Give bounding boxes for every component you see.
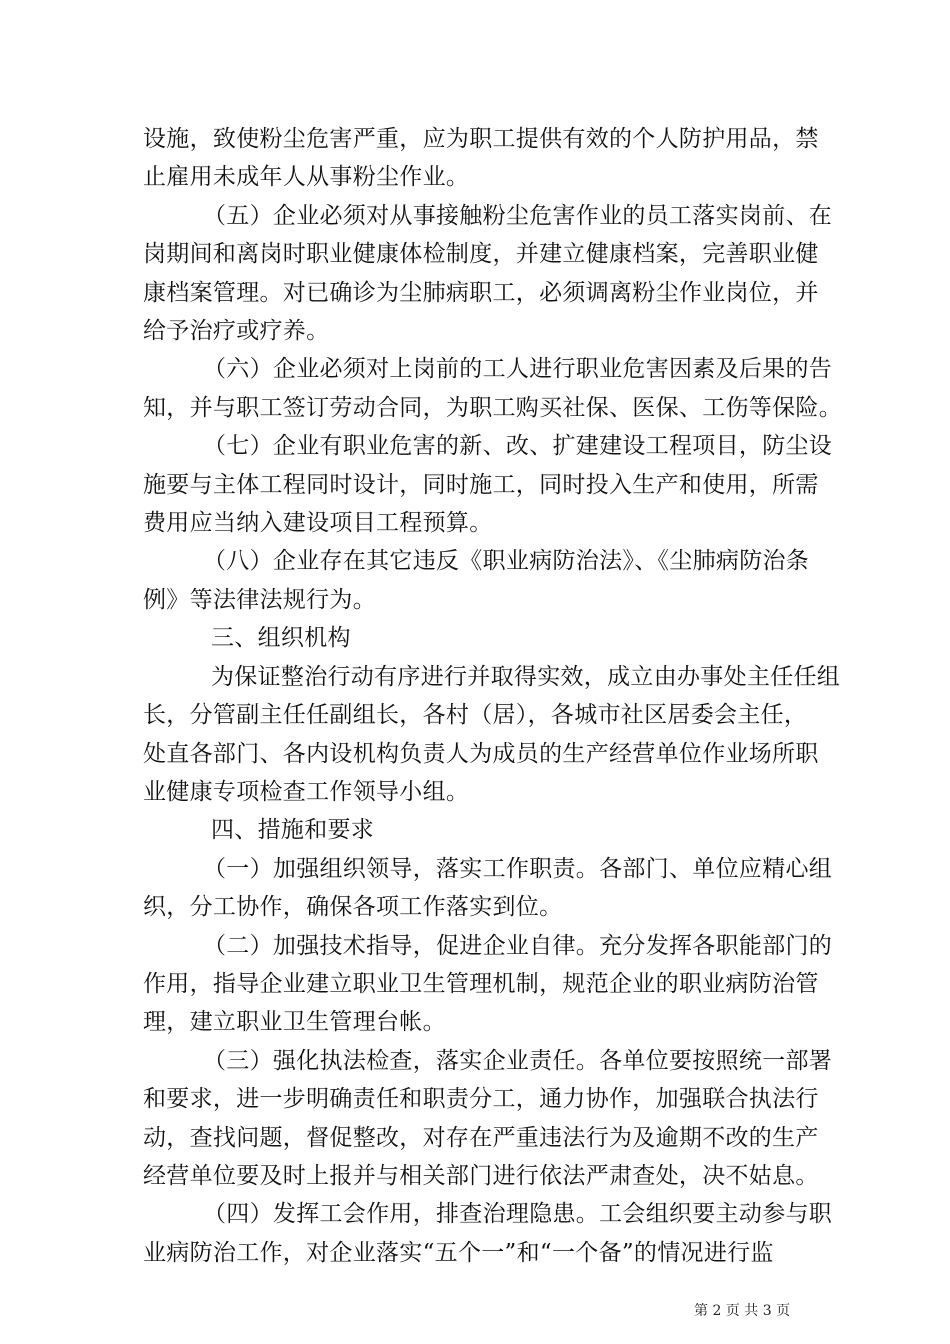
text-line: 织，分工协作，确保各项工作落实到位。 xyxy=(143,894,563,921)
text-line: 业健康专项检查工作领导小组。 xyxy=(143,778,470,805)
text-line: （五）企业必须对从事接触粉尘危害作业的员工落实岗前、在 xyxy=(203,202,833,229)
text-line: 为保证整治行动有序进行并取得实效，成立由办事处主任任组 xyxy=(211,663,841,690)
text-line: 岗期间和离岗时职业健康体检制度，并建立健康档案，完善职业健 xyxy=(143,241,819,268)
paragraph xyxy=(143,197,833,351)
paragraph xyxy=(143,542,810,619)
page-number-footer: 第 2 页 共 3 页 xyxy=(694,1303,791,1319)
paragraph xyxy=(143,427,833,542)
text-line: 费用应当纳入建设项目工程预算。 xyxy=(143,510,493,537)
text-line: 长，分管副主任任副组长，各村（居），各城市社区居委会主任， xyxy=(143,702,808,729)
document-body xyxy=(143,120,842,1272)
text-line: （二）加强技术指导，促进企业自律。充分发挥各职能部门的 xyxy=(203,932,833,959)
text-line: 知，并与职工签订劳动合同，为职工购买社保、医保、工伤等保险。 xyxy=(143,394,842,421)
paragraph xyxy=(143,850,833,927)
text-line: 例》等法律法规行为。 xyxy=(143,586,376,613)
heading-line: 四、措施和要求 xyxy=(211,817,375,844)
text-line: 设施，致使粉尘危害严重，应为职工提供有效的个人防护用品，禁 xyxy=(143,126,819,152)
text-line: （四）发挥工会作用，排查治理隐患。工会组织要主动参与职 xyxy=(203,1201,833,1228)
paragraph xyxy=(143,927,833,1042)
text-line: 施要与主体工程同时设计，同时施工，同时投入生产和使用，所需 xyxy=(143,471,819,498)
paragraph xyxy=(143,1195,833,1272)
text-line: （六）企业必须对上岗前的工人进行职业危害因素及后果的告 xyxy=(203,356,833,383)
text-line: 给予治疗或疗养。 xyxy=(143,318,330,345)
text-line: 经营单位要及时上报并与相关部门进行依法严肃查处，决不姑息。 xyxy=(143,1162,819,1189)
text-line: 和要求，进一步明确责任和职责分工，通力协作，加强联合执法行 xyxy=(143,1086,819,1113)
paragraph xyxy=(143,1042,833,1196)
text-line: （八）企业存在其它违反《职业病防治法》、《尘肺病防治条 xyxy=(203,548,810,575)
text-line: 业病防治工作，对企业落实“五个一”和“一个备”的情况进行监 xyxy=(143,1239,774,1266)
text-line: 作用，指导企业建立职业卫生管理机制，规范企业的职业病防治管 xyxy=(143,970,819,997)
paragraph xyxy=(143,350,842,427)
section-heading xyxy=(143,619,810,657)
heading-line: 三、组织机构 xyxy=(211,625,351,652)
text-line: 处直各部门、各内设机构负责人为成员的生产经营单位作业场所职 xyxy=(143,740,819,767)
text-line: （一）加强组织领导，落实工作职责。各部门、单位应精心组 xyxy=(203,855,833,882)
section-heading xyxy=(143,811,810,849)
text-line: 理，建立职业卫生管理台帐。 xyxy=(143,1009,446,1036)
text-line: 止雇用未成年人从事粉尘作业。 xyxy=(143,164,470,191)
paragraph xyxy=(143,120,819,197)
text-line: 动，查找问题，督促整改，对存在严重违法行为及逾期不改的生产 xyxy=(143,1124,819,1151)
text-line: （三）强化执法检查，落实企业责任。各单位要按照统一部署 xyxy=(203,1047,833,1074)
text-line: （七）企业有职业危害的新、改、扩建建设工程项目，防尘设 xyxy=(203,433,833,460)
paragraph xyxy=(143,658,841,812)
text-line: 康档案管理。对已确诊为尘肺病职工，必须调离粉尘作业岗位，并 xyxy=(143,279,819,306)
